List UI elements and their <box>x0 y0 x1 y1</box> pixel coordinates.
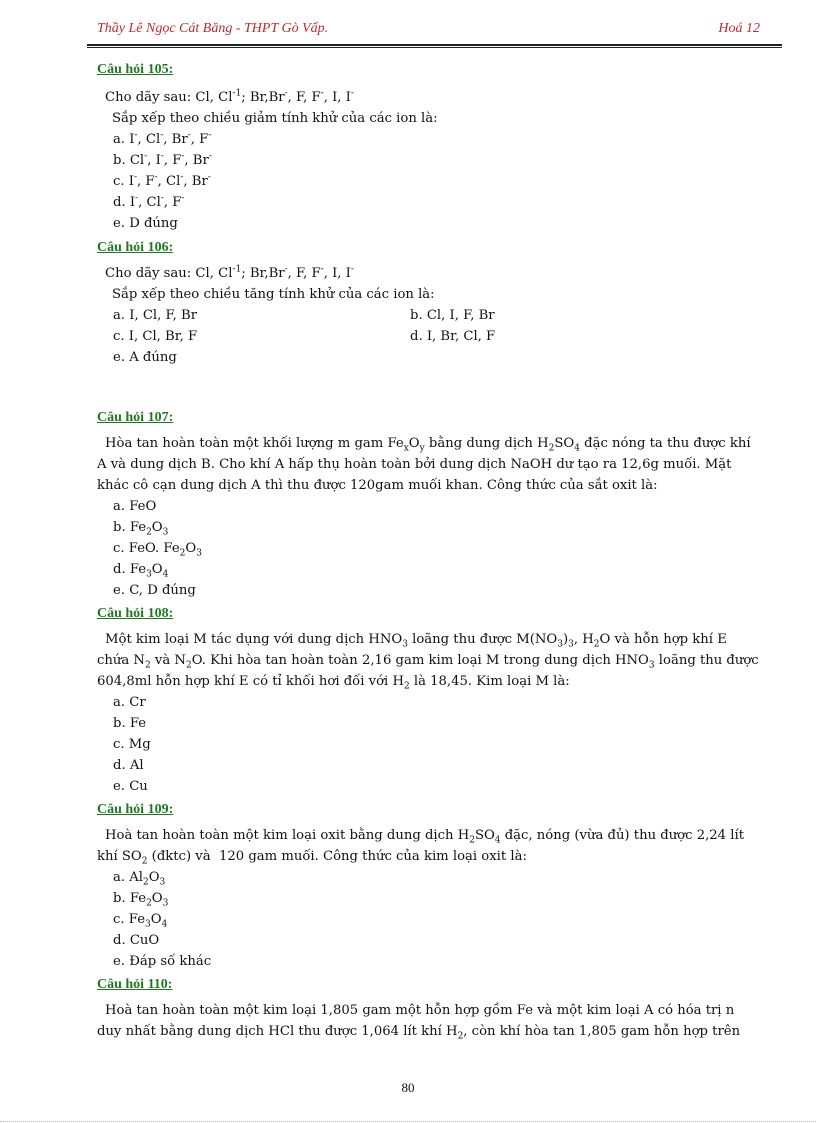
option-item: e. Đáp số khác <box>113 954 212 969</box>
question-stem: duy nhất bằng dung dịch HCl thu được 1,064 lít khí $H_2$, còn khí hòa tan 1,805 gam hỗn hợp trên <box>97 1024 741 1042</box>
question-stem: A và dung dịch B. Cho khí A hấp thụ hoàn toàn bởi dung dịch NaOH dư tạo ra 12,6g muối. Mặt <box>97 457 732 472</box>
question-title: Câu hỏi 108: <box>97 606 174 621</box>
question-stem: khí $SO_2$ (đktc) và 120 gam muối. Công thức của kim loại oxit là: <box>97 849 527 867</box>
option-item: b. $Fe_2O_3$ <box>113 520 169 538</box>
option-item: b. Cl-, I-, F-, Br- <box>113 151 212 168</box>
header-author: Thầy Lê Ngọc Cát Băng - THPT Gò Vấp. <box>97 21 329 36</box>
option-item: e. C, D đúng <box>113 583 196 598</box>
question-stem: Hòa tan hoàn toàn một khối lượng m gam $Fe_xO_y$ bằng dung dịch $H_2SO_4$ đặc nóng ta thu được khí <box>105 436 751 454</box>
option-item: d. I-, Cl-, F- <box>113 193 185 210</box>
question-stem: Cho dãy sau: Cl, $Cl^{-1}$; Br,Br-, F, F-, I, I- <box>105 264 354 281</box>
option-item: b. $Fe_2O_3$ <box>113 891 169 909</box>
question-stem: 604,8ml hỗn hợp khí E có tỉ khối hơi đối với $H_2$ là 18,45. Kim loại M là: <box>97 674 570 692</box>
option-item: e. D đúng <box>113 216 178 231</box>
question-title: Câu hỏi 106: <box>97 240 174 255</box>
option-item: c. FeO. $Fe_2O_3$ <box>113 541 202 559</box>
option-item: a. Cr <box>113 695 146 710</box>
option-item: d. CuO <box>113 933 160 948</box>
question-title: Câu hỏi 109: <box>97 802 174 817</box>
option-item: e. Cu <box>113 779 148 794</box>
question-stem: Sắp xếp theo chiều tăng tính khử của các ion là: <box>112 287 435 302</box>
option-item: d. Al <box>113 758 144 773</box>
page-bottom-border <box>0 1121 816 1122</box>
question-stem: khác cô cạn dung dịch A thì thu được 120gam muối khan. Công thức của sắt oxit là: <box>97 478 658 493</box>
option-item: c. I-, F-, Cl-, Br- <box>113 172 211 189</box>
option-row <box>97 326 777 347</box>
question-title: Câu hỏi 110: <box>97 977 173 992</box>
option-item: e. A đúng <box>113 350 177 365</box>
option-item: d. $Fe_3O_4$ <box>113 562 169 580</box>
option-row <box>97 305 777 326</box>
question-stem: Sắp xếp theo chiều giảm tính khử của các ion là: <box>112 111 438 126</box>
question-stem: chứa $N_2$ và $N_2O$. Khi hòa tan hoàn toàn 2,16 gam kim loại M trong dung dịch $HNO_3$ loãng thu được <box>97 653 759 671</box>
option-item: b. Cl, I, F, Br <box>410 308 495 323</box>
page-number: 80 <box>401 1080 415 1095</box>
option-item: a. $Al_2O_3$ <box>113 870 166 888</box>
question-stem: Hoà tan hoàn toàn một kim loại 1,805 gam một hỗn hợp gồm Fe và một kim loại A có hóa trị n <box>105 1003 735 1018</box>
option-item: c. I, Cl, Br, F <box>113 329 198 344</box>
header-rule <box>87 44 782 46</box>
option-item: a. I-, Cl-, Br-, F- <box>113 130 212 147</box>
option-item: b. Fe <box>113 716 147 731</box>
question-title: Câu hỏi 107: <box>97 410 174 425</box>
option-item: a. I, Cl, F, Br <box>113 308 198 323</box>
question-stem: Một kim loại M tác dụng với dung dịch $HNO_3$ loãng thu được $M(NO_3)_3$, $H_2O$ và hỗn hợp khí E <box>105 632 727 650</box>
option-item: d. I, Br, Cl, F <box>410 329 496 344</box>
question-stem: Hoà tan hoàn toàn một kim loại oxit bằng dung dịch $H_2SO_4$ đặc, nóng (vừa đủ) thu được 2,24 lít <box>105 828 744 846</box>
header-subject: Hoá 12 <box>718 21 760 36</box>
option-item: c. Mg <box>113 737 151 752</box>
option-item: a. FeO <box>113 499 157 514</box>
page-content <box>97 60 777 1042</box>
option-item: c. $Fe_3O_4$ <box>113 912 168 930</box>
question-stem: Cho dãy sau: Cl, $Cl^{-1}$; Br,Br-, F, F-, I, I- <box>105 88 354 105</box>
question-title: Câu hỏi 105: <box>97 62 174 77</box>
page-header <box>97 18 760 42</box>
header-rule-thin <box>87 47 782 48</box>
